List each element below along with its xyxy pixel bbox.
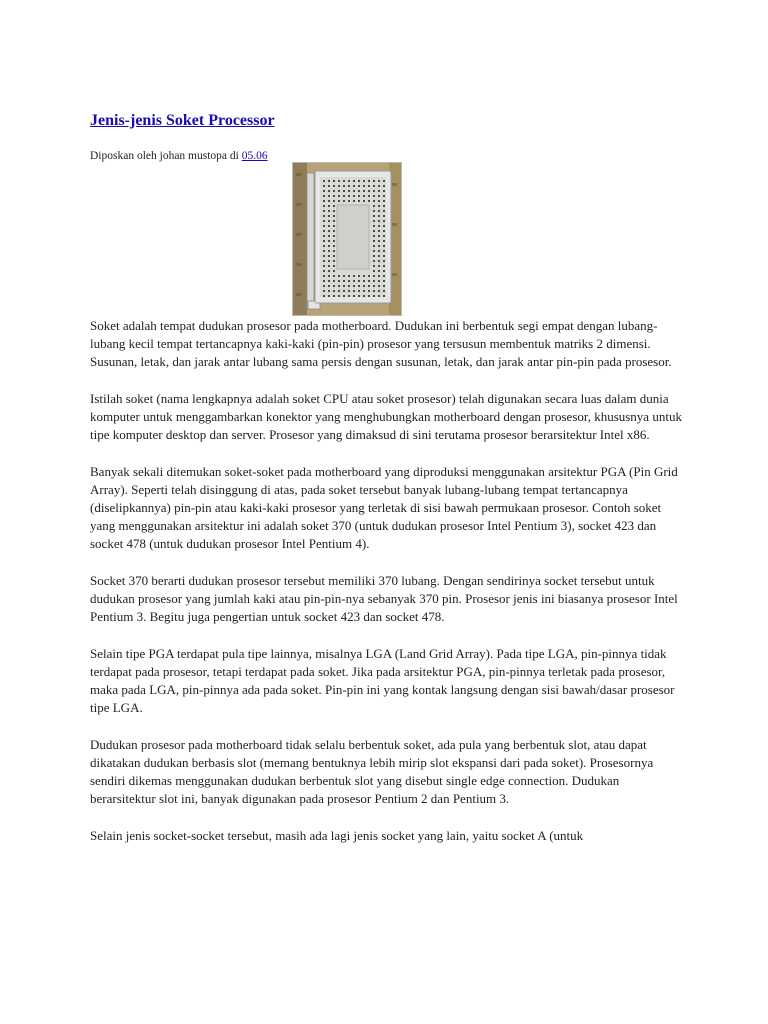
paragraph: Istilah soket (nama lengkapnya adalah soket CPU atau soket prosesor) telah digunakan secara luas dalam dunia komputer untuk menggambarkan konektor yang menghubungkan motherboard dengan prosesor, khususnya untuk tipe komputer desktop dan server. Prosesor yang dimaksud di sini terutama prosesor berarsitektur Intel x86. <box>90 390 682 443</box>
cpu-socket-photo <box>292 162 402 316</box>
paragraph: Soket adalah tempat dudukan prosesor pada motherboard. Dudukan ini berbentuk segi empat dengan lubang-lubang kecil tempat tertancapnya kaki-kaki (pin-pin) prosesor yang tersusun membentuk matriks 2 dimensi. Susunan, letak, dan jarak antar lubang sama persis dengan susunan, letak, dan jarak antar pin-pin pada prosesor. <box>90 318 672 370</box>
paragraph: Dudukan prosesor pada motherboard tidak selalu berbentuk soket, ada pula yang berbentuk slot, atau dapat dikatakan dudukan berbasis slot (memang bentuknya lebih mirip slot ekspansi dari pada soket). Prosesornya sendiri dikemas menggunakan dudukan berbentuk slot yang disebut single edge connection. Dudukan berarsitektur slot ini, banyak digunakan pada prosesor Pentium 2 dan Pentium 3. <box>90 736 654 807</box>
paragraph: Socket 370 berarti dudukan prosesor tersebut memiliki 370 lubang. Dengan sendirinya socket tersebut untuk dudukan prosesor yang jumlah kaki atau pin-pin-nya sebanyak 370 pin. Prosesor jenis ini biasanya prosesor Intel Pentium 3. Begitu juga pengertian untuk socket 423 dan socket 478. <box>90 572 678 625</box>
post-body <box>90 317 682 863</box>
post-timestamp-link[interactable]: 05.06 <box>241 150 268 162</box>
paragraph: Selain tipe PGA terdapat pula tipe lainnya, misalnya LGA (Land Grid Array). Pada tipe LGA, pin-pinnya tidak terdapat pada prosesor, tetapi terdapat pada soket. Jika pada arsitektur PGA, pin-pinnya terletak pada prosesor, maka pada LGA, pin-pinnya ada pada soket. Pin-pin ini yang kontak langsung dengan sisi bawah/dasar prosesor tipe LGA. <box>90 645 675 716</box>
post-meta <box>90 150 268 162</box>
post-title-link[interactable]: Jenis-jenis Soket Processor <box>90 112 275 129</box>
paragraph: Selain jenis socket-socket tersebut, masih ada lagi jenis socket yang lain, yaitu socket A (untuk <box>90 827 584 843</box>
post-author: Diposkan oleh johan mustopa di <box>90 150 239 162</box>
paragraph: Banyak sekali ditemukan soket-soket pada motherboard yang diproduksi menggunakan arsitektur PGA (Pin Grid Array). Seperti telah disinggung di atas, pada soket tersebut banyak lubang-lubang tempat tertancapnya (diselipkannya) pin-pin atau kaki-kaki prosesor yang terletak di sisi bawah permukaan prosesor. Contoh soket yang menggunakan arsitektur ini adalah soket 370 (untuk dudukan prosesor Intel Pentium 3), socket 423 dan socket 478 (untuk dudukan prosesor Intel Pentium 4). <box>90 463 678 552</box>
